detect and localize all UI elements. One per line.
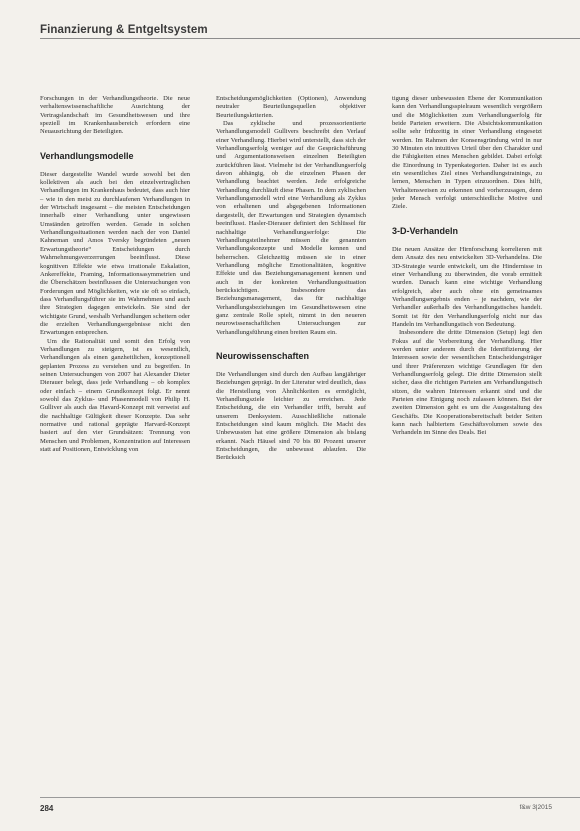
paragraph: Dieser dargestellte Wandel wurde sowohl bei den kollektiven als auch bei den einzelvertraglichen Verhandlungen im Krankenhaus bedeutet, dass auch hier – wie in den meist zu durchlaufenen Verhandlungen in der Wirtschaft insgesamt – die meisten Entscheidungen innerhalb einer Verhandlung unter ungewissen Umständen getroffen werden. Gerade in solchen Verhandlungssituationen werden nach der von Daniel Kahneman und Amos Tversky begründeten „neuen Erwartungstheorie“ Entscheidungen durch Wahrnehmungsverzerrungen beeinflusst. Diese kognitiven Effekte wie etwa irrationale Eskalation, Ankereffekte, Framing, Informationsasymmetrien und die Überschätzen beeinflussen die Untersuchungen von Forderungen und Möglichkeiten, wie sie oft so einfach, dass Verhandlungsführer sie im Wahrnehmen und auch ihre Strategien dagegen entwickeln. Sie sind der wichtigste Grund, weshalb Verhandlungen scheitern oder die erzielten Verhandlungsergebnisse nicht den Erwartungen entsprechen. [40,170,190,337]
section-heading: Verhandlungsmodelle [40,150,134,161]
paragraph: Um die Rationalität und somit den Erfolg von Verhandlungen zu steigern, ist es wesentlich, Verhandlungen als einen ganzheitlichen, konzeptionell geplanten Prozess zu verstehen und zu begreifen. In seinen Untersuchungen von 2007 hat Alexander Dieter Dierauer belegt, dass jede Verhandlung – ob komplex oder einfach – einem Grundkonzept folgt. Er nennt sowohl das Zyklus- und Phasenmodell von Philip H. Gulliver als auch das Havard-Konzept mit verweist auf die nachhaltige Gültigkeit dieser Konzepte. Das sehr normative und rational geprägte Harvard-Konzept basiert auf den vier Grundsätzen: Trennung von Menschen und Problemen, Konzentration auf Interessen statt auf Positionen, Entwicklung von [40,337,190,454]
paragraph: Entscheidungsmöglichkeiten (Optionen), Anwendung neutraler Beurteilungsquellen objektiver Beurteilungskriterien. [216,95,366,119]
paragraph: Insbesondere die dritte Dimension (Setup) legt den Fokus auf die Vorbereitung der Verhandlung. Hier werden unter anderem durch die Identifizierung der Interessen sowie der wesentlichen Entscheidungsträger und ihrer Präferenzen wichtige Grundlagen für den Verhandlungserfolg gelegt. Die dritte Dimension stellt sicher, dass die richtigen Parteien am Verhandlungstisch sitzen, die wahren Interessen erkannt sind und die Parteien eine Einigung noch zulassen können. Bei der zweiten Dimension geht es um die Ausgestaltung des Geschäfts. Die Kooperationsbereitschaft beider Seiten kann nach halbiertem Geschäftsvolumen sowie des Verhandeln im Sinne des Deals. Bei [392,329,542,437]
section-title: Finanzierung & Entgeltsystem [40,24,208,36]
paragraph: tigung dieser unbewussten Ebene der Kommunikation kann den Verhandlungsspielraum wesentlich vergrößern und die Möglichkeiten zum Verhandlungserfolg für beide Parteien erweitern. Die Absichtskommunikation sollte sehr frühzeitig in einer Verhandlung eingesetzt werden. Im Rahmen der Konsensgründung wird in nur 30 Minuten ein intuitives Urteil über den Charakter und die Fähigkeiten eines Menschen gebildet. Dabei erfolgt die Einordnung in Typenkategorien. Daher ist es auch ein wesentliches Ziel eines Verhandlungstrainings, zu lernen, Menschen in Typen einzuordnen. Dies hilft, Verhaltensweisen zu erkennen und vorherzusagen, denn jeder Mensch verfolgt unterschiedliche Motive und Ziele. [392,95,542,211]
text-column-1 [40,95,190,454]
paragraph: Die Verhandlungen sind durch den Aufbau langjähriger Beziehungen geprägt. In der Literatur wird deutlich, dass die Herstellung von Ähnlichkeiten es ermöglicht, Verhandlungsziele leichter zu erreichen. Jede Entscheidung, die ein Verhandler trifft, beruht auf unserem Denksystem. Ausschließliche rationale Entscheidungen sind kaum möglich. Die Macht des Unbewussten hat eine größere Dimension als bislang erkannt. Nach Häusel sind 70 bis 80 Prozent unserer Entscheidungen, die unbewusst ablaufen. Die Berücksich [216,370,366,462]
header-divider [40,38,580,39]
issue-label: f&w 3|2015 [519,804,552,811]
section-heading: 3-D-Verhandeln [392,225,459,236]
paragraph: Das zyklische und prozessorientierte Verhandlungsmodell Gullivers beschreibt den Verlauf einer Verhandlung. Hierbei wird unterstellt, dass sich der Verhandlungserfolg weniger auf die Gesprächsführung und Argumentationsweisen einzelnen Beteiligten zurückführen lässt. Vielmehr ist der Verhandlungserfolg davon abhängig, ob die einzelnen Phasen der Verhandlung beachtet werden. Jede erfolgreiche Verhandlung durchläuft diese Phasen. In dem zyklischen Verhandlungsmodell wird eine Verhandlung als Zyklus von erhaltenen und abgegebenen Informationen dargestellt, der Erwartungen und Strategien dynamisch beeinflusst. Hasler-Dierauer definiert den Schlüssel für nachhaltige Verhandlungserfolge: Die Verhandlungsteilnehmer müssen die genannten Verhandlungskonzepte und Modelle kennen und beherrschen. Gleichzeitig müssen sie in einer Verhandlung mögliche Emotionalitäten, kognitive Effekte und das Beziehungsmanagement kennen und auch in der konkreten Verhandlungssituation berücksichtigen. Insbesondere das Beziehungsmanagement, das für nachhaltige Verhandlungsbeziehungen im Gesundheitswesen eine ganz zentrale Rolle spielt, nimmt in den neueren neurowissenschaftlichen Untersuchungen zur Verhandlungsführung einen breiten Raum ein. [216,120,366,336]
text-column-2 [216,95,366,463]
footer-divider [40,797,580,798]
page-header [40,20,580,38]
paragraph: Die neuen Ansätze der Hirnforschung korrelieren mit dem Ansatz des neu entwickelten 3D-Verhandelns. Die 3D-Strategie wurde entwickelt, um die Hindernisse in einer Verhandlung zu überwinden, die vorab ermittelt wurden. Danach kann eine wichtige Verhandlung erfolgreich, aber auch ohne ein gemeinsames Verhandlungsergebnis enden – je nachdem, wie der Verhandler außerhalb des Verhandlungstisches handelt. Somit ist für den Verhandlungserfolg nicht nur das Handeln im Verhandlungstisch von Bedeutung. [392,245,542,328]
section-heading: Neurowissenschaften [216,350,310,361]
text-column-3 [392,95,542,438]
paragraph: Forschungen in der Verhandlungstheorie. Die neue verhaltenswissenschaftliche Ausrichtung der Vertragslandschaft im Gesundheitswesen und ihre speziell im Krankenhausbereich erfordern eine Neuausrichtung der Beteiligten. [40,95,190,136]
page-number: 284 [40,804,54,813]
